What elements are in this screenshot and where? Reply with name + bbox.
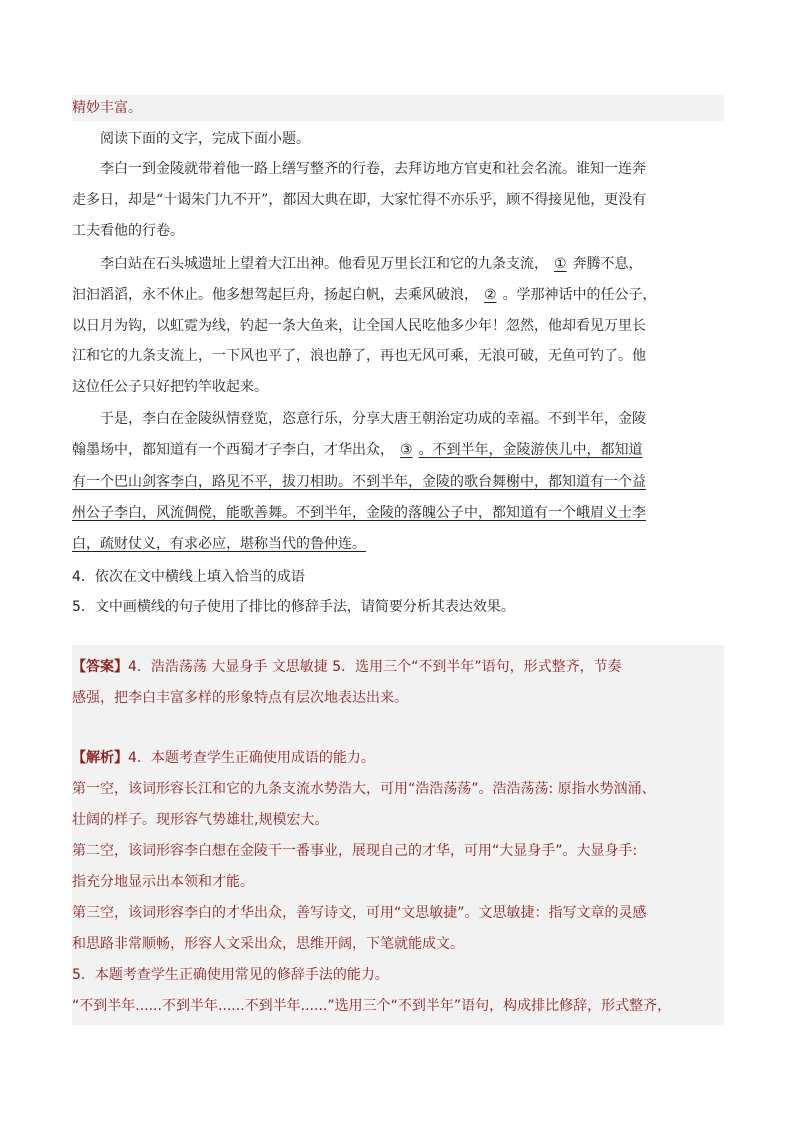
analysis-line-1: [72, 747, 375, 767]
passage-p2-l2-a: 汩汩滔滔，永不休止。他多想驾起巨舟，扬起白帆，去乘风破浪，: [72, 287, 478, 303]
passage-p3-l2-a: 翰墨场中，都知道有一个西蜀才子李白，才华出众，: [72, 442, 394, 458]
passage-p2-l1-b: 奔腾不息，: [572, 256, 643, 272]
answer-label: 【答案】: [72, 659, 128, 675]
instruction: 阅读下面的文字，完成下面小题。: [100, 131, 310, 147]
passage-p2-l3: 以日月为钩，以虹霓为线，钓起一条大鱼来，让全国人民吃他多少年！忽然，他却看见万里长: [72, 318, 646, 334]
analysis-line-3: 壮阔的样子。现形容气势雄壮,规模宏大。: [72, 812, 329, 828]
analysis-text-1: 4．本题考查学生正确使用成语的能力。: [128, 750, 375, 766]
passage-p3-l2-b: 。不到半年，金陵游侠儿中，都知道: [418, 442, 643, 458]
passage-p2-l2-b: 。学那神话中的任公子，: [502, 287, 657, 303]
analysis-line-4: 第二空，该词形容李白想在金陵干一番事业，展现自己的才华，可用“大显身手”。大显身手:: [72, 843, 638, 859]
passage-p2-l4: 江和它的九条支流上，一下风也平了，浪也静了，再也无风可乘，无浪可破，无鱼可钓了。他: [72, 348, 646, 364]
passage-p1-l2: 走多日，却是“十谒朱门九不开”，都因大典在即，大家忙得不亦乐乎，顾不得接见他，更没有: [72, 192, 647, 208]
analysis-label: 【解析】: [72, 750, 128, 766]
intro-shade: [72, 95, 724, 121]
analysis-line-8: 5．本题考查学生正确使用常见的修辞手法的能力。: [72, 967, 389, 983]
answer-text-1: 4．浩浩荡荡 大显身手 文思敏捷 5．选用三个“不到半年”语句，形式整齐，节奏: [128, 659, 622, 675]
blank-2: ②: [484, 287, 497, 303]
analysis-line-2: 第一空，该词形容长江和它的九条支流水势浩大，可用“浩浩荡荡”。浩浩荡荡: 原指水势汹涌、: [72, 781, 656, 797]
intro-tail: 精妙丰富。: [72, 100, 142, 116]
passage-p3-l1: 于是，李白在金陵纵情登览，恣意行乐，分享大唐王朝治定功成的幸福。不到半年，金陵: [100, 411, 646, 427]
passage-p3-l5: 白，疏财仗义，有求必应，堪称当代的鲁仲连。: [72, 536, 366, 552]
passage-p2-l1: [100, 253, 643, 273]
analysis-line-7: 和思路非常顺畅，形容人文采出众，思维开阔，下笔就能成文。: [72, 936, 464, 952]
analysis-line-6: 第三空，该词形容李白的才华出众，善写诗文，可用“文思敏捷”。文思敏捷：指写文章的灵感: [72, 905, 647, 921]
answer-line-2: 感强，把李白丰富多样的形象特点有层次地表达出来。: [72, 690, 408, 706]
analysis-line-5: 指充分地显示出本领和才能。: [72, 874, 254, 890]
analysis-line-9: “不到半年......不到半年......不到半年......”选用三个“不到半年”语句，构成排比修辞，形式整齐，: [72, 998, 672, 1014]
question-4: 4．依次在文中横线上填入恰当的成语: [72, 569, 305, 585]
passage-p1-l3: 工夫看他的行卷。: [72, 223, 184, 239]
passage-p2-l1-a: 李白站在石头城遗址上望着大江出神。他看见万里长江和它的九条支流，: [100, 256, 548, 272]
passage-p2-l2: [72, 284, 657, 304]
passage-p1-l1: 李白一到金陵就带着他一路上缮写整齐的行卷，去拜访地方官吏和社会名流。谁知一连奔: [100, 161, 646, 177]
blank-3: ③: [400, 442, 413, 458]
question-5: 5．文中画横线的句子使用了排比的修辞手法，请简要分析其表达效果。: [72, 599, 515, 615]
passage-p3-l3: 有一个巴山剑客李白，路见不平，拔刀相助。不到半年，金陵的歌台舞榭中，都知道有一个益: [72, 474, 646, 490]
answer-line-1: [72, 656, 622, 676]
passage-p3-l2: [72, 439, 643, 459]
blank-1: ①: [554, 256, 567, 272]
passage-p3-l4: 州公子李白，风流倜傥，能歌善舞。不到半年，金陵的落魄公子中，都知道有一个峨眉义士李: [72, 505, 646, 521]
passage-p2-l5: 这位任公子只好把钓竿收起来。: [72, 379, 268, 395]
